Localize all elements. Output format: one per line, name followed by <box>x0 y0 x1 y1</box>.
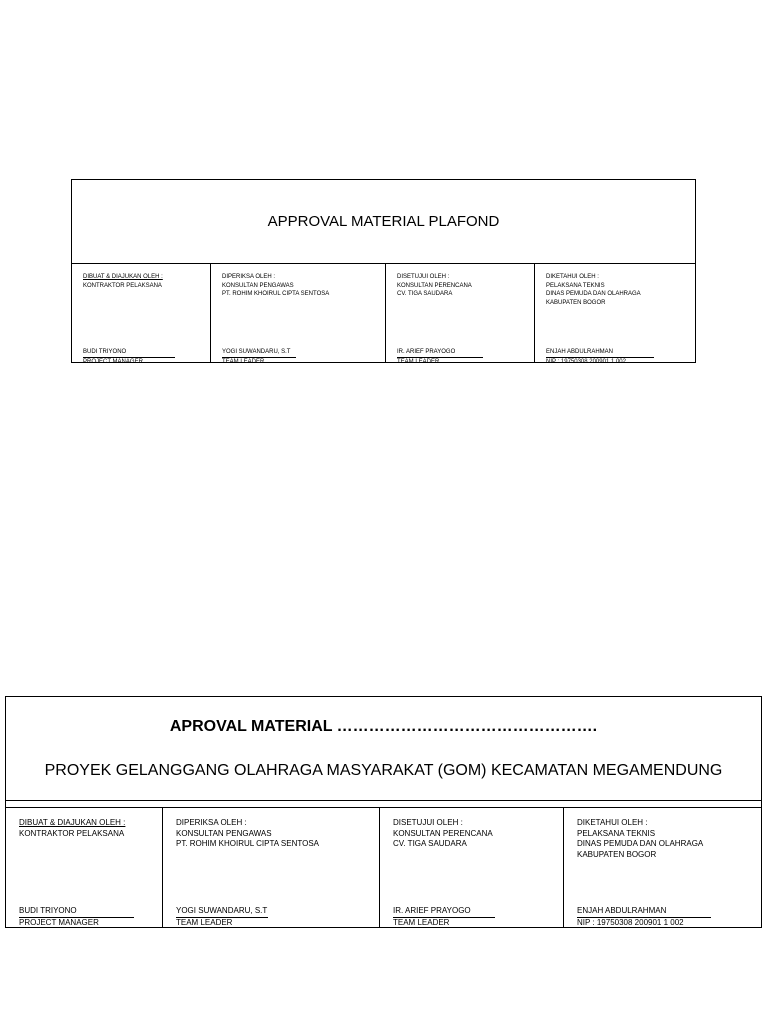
signature-block <box>222 348 296 366</box>
signature-heading: DIKETAHUI OLEH : <box>546 274 599 280</box>
signatory-role: TEAM LEADER <box>176 917 233 927</box>
signature-org-line: KONSULTAN PENGAWAS <box>176 828 272 838</box>
signatory-role: TEAM LEADER <box>393 917 450 927</box>
form-title-text: APPROVAL MATERIAL PLAFOND <box>267 213 500 230</box>
signature-block <box>19 906 134 928</box>
signature-org-line: KABUPATEN BOGOR <box>546 299 606 306</box>
signature-org-line: PT. ROHIM KHOIRUL CIPTA SENTOSA <box>176 839 319 849</box>
signatory-role: PROJECT MANAGER <box>83 358 143 365</box>
signature-row <box>5 807 762 928</box>
signature-col-supervisor <box>163 808 380 927</box>
signatory-role: TEAM LEADER <box>397 358 440 365</box>
form-title-text: APROVAL MATERIAL …………………………………………. <box>169 718 598 735</box>
signature-block <box>176 906 268 928</box>
signatory-role: NIP : 19750308 200901 1 002 <box>577 917 684 927</box>
signature-heading: DIBUAT & DIAJUKAN OLEH : <box>83 274 163 280</box>
signatory-name: ENJAH ABDULRAHMAN <box>577 906 711 918</box>
signature-col-acknowledger <box>535 264 695 363</box>
signature-org-line: CV. TIGA SAUDARA <box>397 291 453 298</box>
signature-org-line: KONSULTAN PERENCANA <box>397 282 472 289</box>
signature-block <box>393 906 495 928</box>
signature-org-line: CV. TIGA SAUDARA <box>393 839 467 849</box>
signature-heading: DIKETAHUI OLEH : <box>577 818 648 827</box>
signature-col-contractor <box>72 264 211 363</box>
signature-org-line: PELAKSANA TEKNIS <box>546 282 605 289</box>
project-name: PROYEK GELANGGANG OLAHRAGA MASYARAKAT (GOM) KECAMATAN MEGAMENDUNG <box>44 762 723 779</box>
signature-col-planner <box>380 808 564 927</box>
approval-form-plafond <box>71 179 696 363</box>
signatory-name: YOGI SUWANDARU, S.T <box>222 348 296 358</box>
signature-org-line: DINAS PEMUDA DAN OLAHRAGA <box>577 839 704 849</box>
signature-org-line: DINAS PEMUDA DAN OLAHRAGA <box>546 291 641 298</box>
signatory-name: IR. ARIEF PRAYOGO <box>397 348 483 358</box>
form-title <box>72 180 695 264</box>
signatory-name: YOGI SUWANDARU, S.T <box>176 906 268 918</box>
signature-block <box>577 906 711 928</box>
signature-org-line: PELAKSANA TEKNIS <box>577 828 656 838</box>
signature-heading: DIPERIKSA OLEH : <box>176 818 247 827</box>
signatory-name: IR. ARIEF PRAYOGO <box>393 906 495 918</box>
signature-org-line: KABUPATEN BOGOR <box>577 849 657 859</box>
form-title <box>6 697 761 801</box>
signature-block <box>546 348 654 366</box>
signature-heading: DIBUAT & DIAJUKAN OLEH : <box>19 818 126 827</box>
signature-col-acknowledger <box>564 808 761 927</box>
signature-block <box>83 348 175 366</box>
signature-org-line: KONTRAKTOR PELAKSANA <box>83 282 162 289</box>
signature-col-contractor <box>6 808 163 927</box>
approval-form-material <box>5 696 762 928</box>
signature-heading: DISETUJUI OLEH : <box>397 274 450 280</box>
signature-org-line: KONTRAKTOR PELAKSANA <box>19 828 125 838</box>
signatory-role: NIP : 19750308 200901 1 002 <box>546 358 626 365</box>
signature-org-line: KONSULTAN PERENCANA <box>393 828 493 838</box>
signature-org-line: KONSULTAN PENGAWAS <box>222 282 294 289</box>
signature-org-line: PT. ROHIM KHOIRUL CIPTA SENTOSA <box>222 291 330 298</box>
signature-col-planner <box>386 264 535 363</box>
signatory-name: BUDI TRIYONO <box>19 906 134 918</box>
signatory-role: PROJECT MANAGER <box>19 917 99 927</box>
signature-heading: DIPERIKSA OLEH : <box>222 274 276 280</box>
signature-heading: DISETUJUI OLEH : <box>393 818 463 827</box>
signatory-role: TEAM LEADER <box>222 358 265 365</box>
signatory-name: BUDI TRIYONO <box>83 348 175 358</box>
signatory-name: ENJAH ABDULRAHMAN <box>546 348 654 358</box>
signature-row <box>72 264 695 363</box>
signature-col-supervisor <box>211 264 386 363</box>
signature-block <box>397 348 483 366</box>
